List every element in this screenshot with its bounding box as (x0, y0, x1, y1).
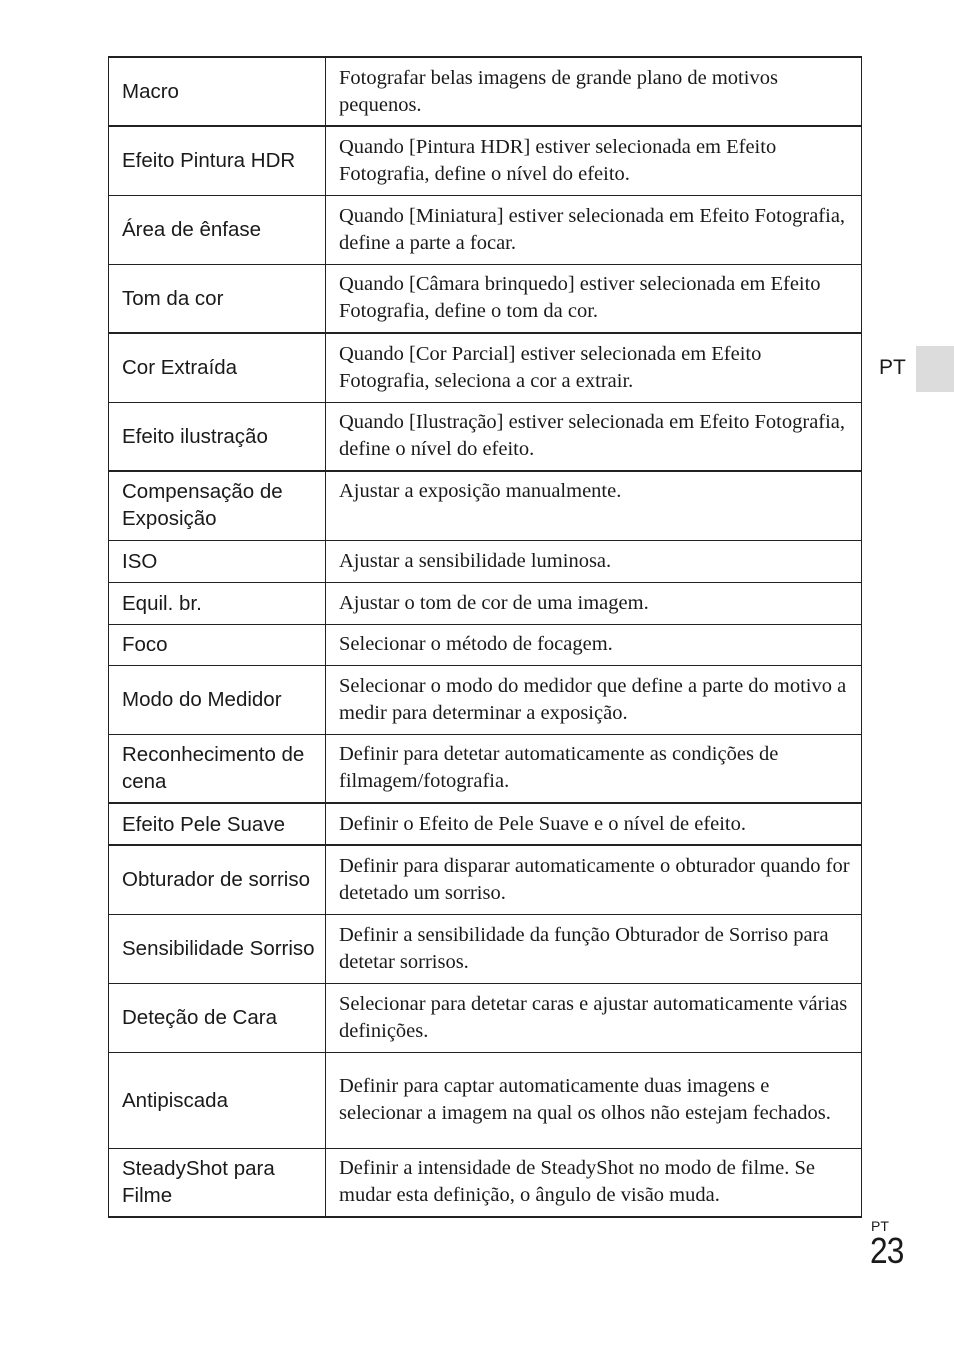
language-side-tab-label: PT (879, 356, 906, 379)
setting-description: Definir a intensidade de SteadyShot no modo de filme. Se mudar esta definição, o ângulo de visão muda. (326, 1148, 862, 1217)
setting-name: Antipiscada (109, 1052, 326, 1148)
setting-name: Tom da cor (109, 264, 326, 333)
table-row (109, 264, 862, 333)
setting-description: Quando [Miniatura] estiver selecionada em Efeito Fotografia, define a parte a focar. (326, 195, 862, 264)
language-side-tab (916, 346, 954, 392)
setting-description: Definir para captar automaticamente duas imagens e selecionar a imagem na qual os olhos não estejam fechados. (326, 1052, 862, 1148)
table-row (109, 126, 862, 195)
setting-name: Equil. br. (109, 582, 326, 624)
table-row (109, 624, 862, 665)
footer-language-code: PT (871, 1218, 889, 1234)
settings-table (108, 56, 862, 1218)
setting-name: Reconhecimento de cena (109, 734, 326, 803)
table-row (109, 1148, 862, 1217)
setting-description: Ajustar a sensibilidade luminosa. (326, 540, 862, 582)
setting-name: Foco (109, 624, 326, 665)
setting-description: Quando [Ilustração] estiver selecionada em Efeito Fotografia, define o nível do efeito. (326, 402, 862, 471)
setting-name: Área de ênfase (109, 195, 326, 264)
table-row (109, 803, 862, 845)
setting-name: Efeito ilustração (109, 402, 326, 471)
setting-description: Selecionar para detetar caras e ajustar automaticamente várias definições. (326, 983, 862, 1052)
setting-description: Ajustar a exposição manualmente. (326, 471, 862, 540)
table-row (109, 665, 862, 734)
setting-name: SteadyShot para Filme (109, 1148, 326, 1217)
setting-description: Selecionar o modo do medidor que define a parte do motivo a medir para determinar a exposição. (326, 665, 862, 734)
setting-name: Efeito Pele Suave (109, 803, 326, 845)
table-row (109, 914, 862, 983)
table-row (109, 195, 862, 264)
setting-description: Quando [Câmara brinquedo] estiver selecionada em Efeito Fotografia, define o tom da cor. (326, 264, 862, 333)
setting-description: Selecionar o método de focagem. (326, 624, 862, 665)
setting-description: Ajustar o tom de cor de uma imagem. (326, 582, 862, 624)
setting-description: Definir para detetar automaticamente as condições de filmagem/fotografia. (326, 734, 862, 803)
table-row (109, 57, 862, 126)
setting-description: Definir para disparar automaticamente o obturador quando for detetado um sorriso. (326, 845, 862, 914)
table-row (109, 1052, 862, 1148)
table-row (109, 402, 862, 471)
table-row (109, 734, 862, 803)
setting-description: Definir a sensibilidade da função Obturador de Sorriso para detetar sorrisos. (326, 914, 862, 983)
table-row (109, 582, 862, 624)
setting-name: Deteção de Cara (109, 983, 326, 1052)
setting-name: Efeito Pintura HDR (109, 126, 326, 195)
table-row (109, 540, 862, 582)
table-row (109, 471, 862, 540)
table-row (109, 983, 862, 1052)
table-row (109, 333, 862, 402)
page-number: 23 (870, 1230, 904, 1271)
setting-description: Fotografar belas imagens de grande plano de motivos pequenos. (326, 57, 862, 126)
table-row (109, 845, 862, 914)
setting-description: Quando [Pintura HDR] estiver selecionada em Efeito Fotografia, define o nível do efeito. (326, 126, 862, 195)
setting-description: Definir o Efeito de Pele Suave e o nível de efeito. (326, 803, 862, 845)
setting-name: Cor Extraída (109, 333, 326, 402)
setting-name: ISO (109, 540, 326, 582)
setting-description: Quando [Cor Parcial] estiver selecionada em Efeito Fotografia, seleciona a cor a extrair. (326, 333, 862, 402)
setting-name: Macro (109, 57, 326, 126)
setting-name: Sensibilidade Sorriso (109, 914, 326, 983)
setting-name: Obturador de sorriso (109, 845, 326, 914)
setting-name: Modo do Medidor (109, 665, 326, 734)
setting-name: Compensação de Exposição (109, 471, 326, 540)
